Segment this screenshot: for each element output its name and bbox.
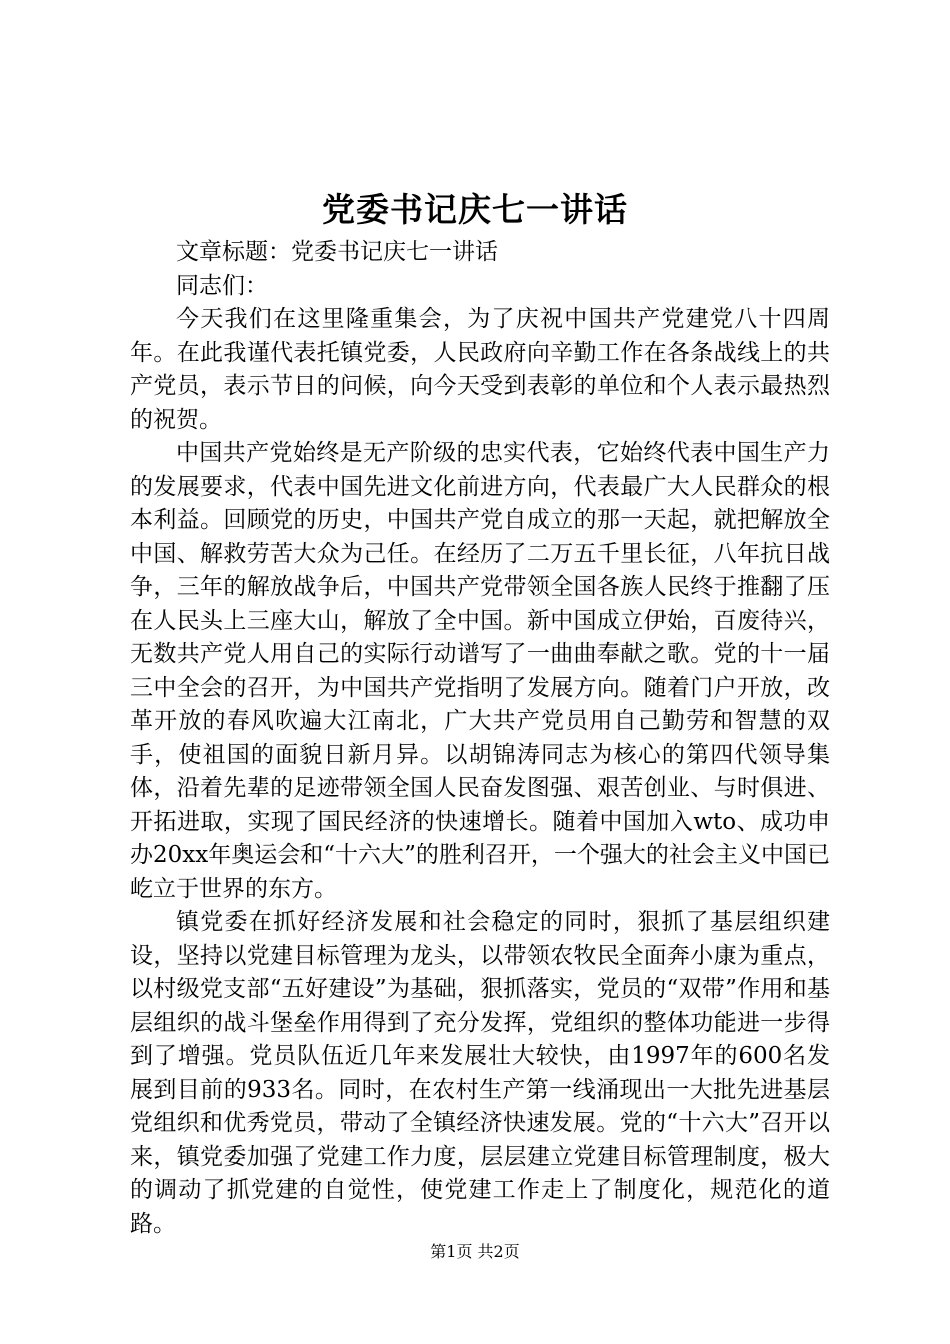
body-paragraph: 镇党委在抓好经济发展和社会稳定的同时，狠抓了基层组织建设，坚持以党建目标管理为龙头，以带领农牧民全面奔小康为重点，以村级党支部“五好建设”为基础，狠抓落实，党员的“双带”作用和基层组织的战斗堡垒作用得到了充分发挥，党组织的整体功能进一步得到了增强。党员队伍近几年来发展壮大较快，由1997年的600名发展到目前的933名。同时，在农村生产第一线涌现出一大批先进基层党组织和优秀党员，带动了全镇经济快速发展。党的“十六大”召开以来，镇党委加强了党建工作力度，层层建立党建目标管理制度，极大的调动了抓党建的自觉性，使党建工作走上了制度化，规范化的道路。	[130, 909, 830, 1237]
document-body	[130, 236, 830, 1241]
page-footer: 第1页 共2页	[430, 1242, 520, 1261]
body-paragraph: 中国共产党始终是无产阶级的忠实代表，它始终代表中国生产力的发展要求，代表中国先进文化前进方向，代表最广大人民群众的根本利益。回顾党的历史，中国共产党自成立的那一天起，就把解放全中国、解救劳苦大众为己任。在经历了二万五千里长征，八年抗日战争，三年的解放战争后，中国共产党带领全国各族人民终于推翻了压在人民头上三座大山，解放了全中国。新中国成立伊始，百废待兴，无数共产党人用自己的实际行动谱写了一曲曲奉献之歌。党的十一届三中全会的召开，为中国共产党指明了发展方向。随着门户开放，改革开放的春风吹遍大江南北，广大共产党员用自己勤劳和智慧的双手，使祖国的面貌日新月异。以胡锦涛同志为核心的第四代领导集体，沿着先辈的足迹带领全国人民奋发图强、艰苦创业、与时俱进、开拓进取，实现了国民经济的快速增长。随着中国加入wto、成功申办20xx年奥运会和“十六大”的胜利召开，一个强大的社会主义中国已屹立于世界的东方。	[130, 440, 830, 902]
document-title: 党委书记庆七一讲话	[322, 190, 628, 229]
article-title-line: 文章标题：党委书记庆七一讲话	[176, 239, 498, 265]
body-paragraph: 今天我们在这里隆重集会，为了庆祝中国共产党建党八十四周年。在此我谨代表托镇党委，人民政府向辛勤工作在各条战线上的共产党员，表示节日的问候，向今天受到表彰的单位和个人表示最热烈的祝贺。	[130, 306, 830, 433]
salutation: 同志们：	[176, 272, 268, 299]
